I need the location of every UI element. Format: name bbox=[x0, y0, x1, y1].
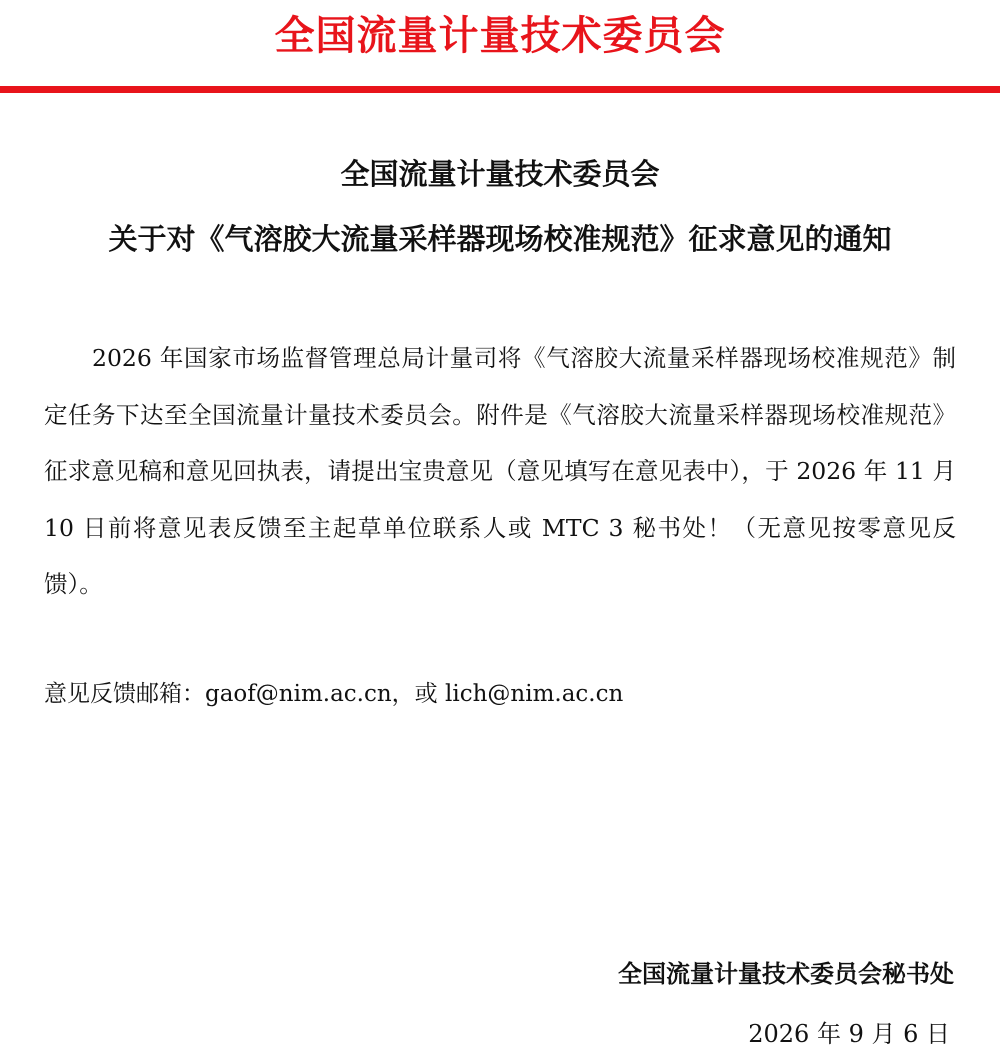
notice-title-line-1: 全国流量计量技术委员会 bbox=[340, 157, 660, 191]
issuer-signature: 全国流量计量技术委员会秘书处 bbox=[618, 960, 954, 988]
issue-date: 2026 年 9 月 6 日 bbox=[748, 1020, 950, 1048]
notice-body-paragraph: 2026 年国家市场监督管理总局计量司将《气溶胶大流量采样器现场校准规范》制定任务下达至全国流量计量技术委员会。附件是《气溶胶大流量采样器现场校准规范》征求意见稿和意见回执表，请提出宝贵意见（意见填写在意见表中），于 2026 年 11 月 10 日前将意见表反馈至主起草单位联系人或 MTC 3 秘书处！（无意见按零意见反馈）。 bbox=[44, 344, 956, 598]
letterhead-title: 全国流量计量技术委员会 bbox=[274, 13, 726, 59]
letterhead-red-rule bbox=[0, 86, 1000, 93]
notice-title-line-2: 关于对《气溶胶大流量采样器现场校准规范》征求意见的通知 bbox=[108, 222, 892, 256]
feedback-email-line: 意见反馈邮箱：gaof@nim.ac.cn，或 lich@nim.ac.cn bbox=[44, 681, 624, 707]
